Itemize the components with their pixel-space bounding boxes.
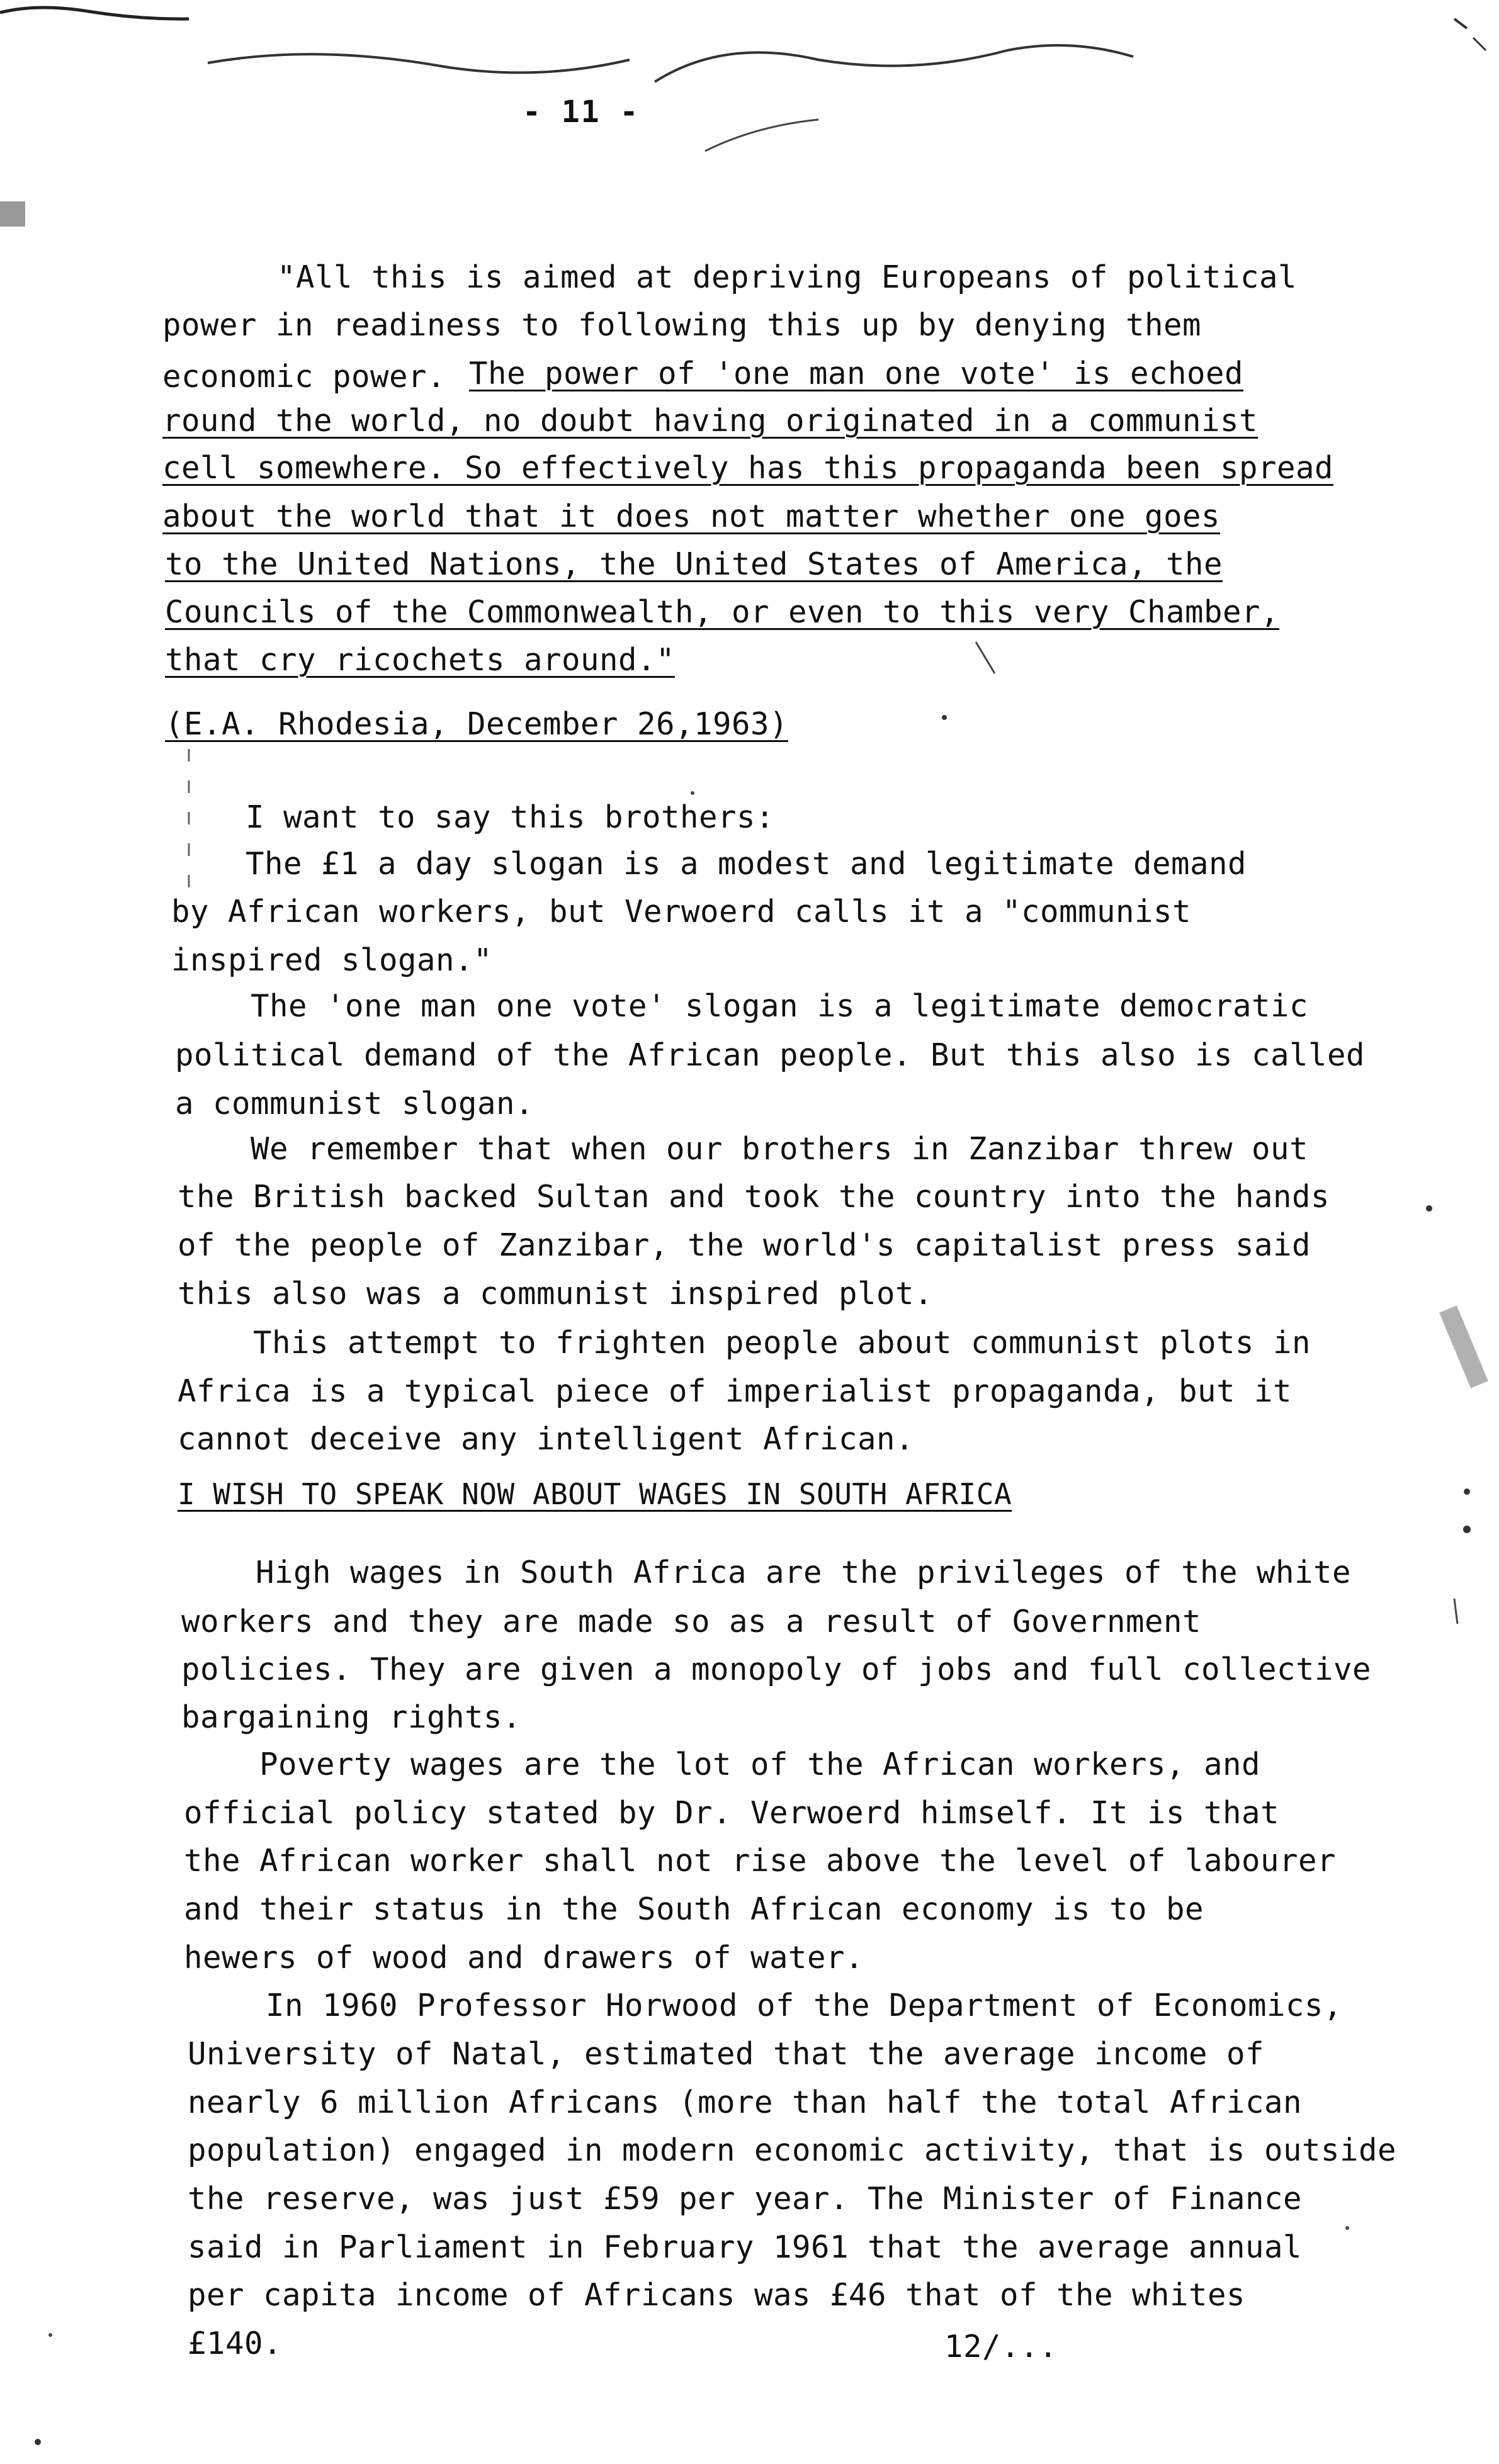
body-line: a communist slogan. — [175, 1086, 535, 1122]
body-line: inspired slogan." — [171, 942, 493, 978]
scan-top-edge-artifact — [0, 0, 1499, 208]
body-line: I want to say this brothers: — [246, 799, 775, 835]
wages-line: and their status in the South African economy is to be — [184, 1891, 1204, 1927]
wages-line: per capita income of Africans was £46 that of the whites — [188, 2277, 1246, 2313]
quote-citation: (E.A. Rhodesia, December 26,1963) — [165, 706, 789, 742]
wages-line: population) engaged in modern economic activity, that is outside — [188, 2132, 1397, 2168]
continuation-marker: 12/... — [944, 2329, 1058, 2365]
wages-line: bargaining rights. — [181, 1699, 522, 1735]
quote-line-underlined: to the United Nations, the United States of America, the — [165, 546, 1223, 582]
quote-line: "All this is aimed at depriving Europeans of political — [277, 259, 1298, 295]
wages-line: Poverty wages are the lot of the African workers, and — [259, 1747, 1261, 1782]
body-line: We remember that when our brothers in Zanzibar threw out — [251, 1131, 1309, 1167]
wages-line: workers and they are made so as a result of Government — [181, 1604, 1202, 1640]
body-line: The £1 a day slogan is a modest and legitimate demand — [246, 846, 1247, 882]
wages-line: In 1960 Professor Horwood of the Department of Economics, — [266, 1988, 1343, 2023]
wages-line: nearly 6 million Africans (more than half the total African — [188, 2084, 1303, 2120]
body-line: The 'one man one vote' slogan is a legitimate democratic — [251, 988, 1309, 1024]
quote-line-underlined: cell somewhere. So effectively has this propaganda been spread — [162, 450, 1334, 486]
body-line: this also was a communist inspired plot. — [178, 1276, 934, 1312]
body-line: political demand of the African people. But this also is called — [175, 1037, 1366, 1073]
body-line: of the people of Zanzibar, the world's capitalist press said — [178, 1227, 1311, 1263]
body-line: Africa is a typical piece of imperialist propaganda, but it — [178, 1373, 1293, 1409]
wages-line: hewers of wood and drawers of water. — [184, 1940, 864, 1976]
quote-line-underlined: The power of 'one man one vote' is echoed — [469, 356, 1244, 391]
wages-line: said in Parliament in February 1961 that the average annual — [188, 2229, 1303, 2265]
body-line: This attempt to frighten people about communist plots in — [253, 1325, 1311, 1361]
quote-line-underlined: that cry ricochets around." — [165, 642, 676, 678]
body-line: the British backed Sultan and took the country into the hands — [178, 1179, 1330, 1215]
quote-line-underlined: about the world that it does not matter whether one goes — [162, 498, 1221, 534]
wages-line: £140. — [188, 2326, 283, 2361]
wages-line: University of Natal, estimated that the average income of — [188, 2036, 1265, 2072]
page-number: - 11 - — [523, 94, 640, 130]
section-heading: I WISH TO SPEAK NOW ABOUT WAGES IN SOUTH AFRICA — [178, 1477, 1012, 1511]
quote-line: power in readiness to following this up by denying them — [162, 307, 1202, 343]
wages-line: High wages in South Africa are the privileges of the white — [256, 1555, 1352, 1590]
wages-line: policies. They are given a monopoly of jobs and full collective — [181, 1651, 1372, 1687]
body-line: by African workers, but Verwoerd calls it a "communist — [171, 894, 1192, 930]
wages-line: the African worker shall not rise above the level of labourer — [184, 1843, 1337, 1879]
body-line: cannot deceive any intelligent African. — [178, 1421, 915, 1457]
quote-line-underlined: Councils of the Commonwealth, or even to this very Chamber, — [165, 594, 1280, 630]
quote-line-underlined: round the world, no doubt having originated in a communist — [162, 403, 1259, 439]
wages-line: official policy stated by Dr. Verwoerd himself. It is that — [184, 1795, 1280, 1831]
wages-line: the reserve, was just £59 per year. The Minister of Finance — [188, 2181, 1303, 2217]
quote-line: economic power. — [162, 359, 446, 395]
